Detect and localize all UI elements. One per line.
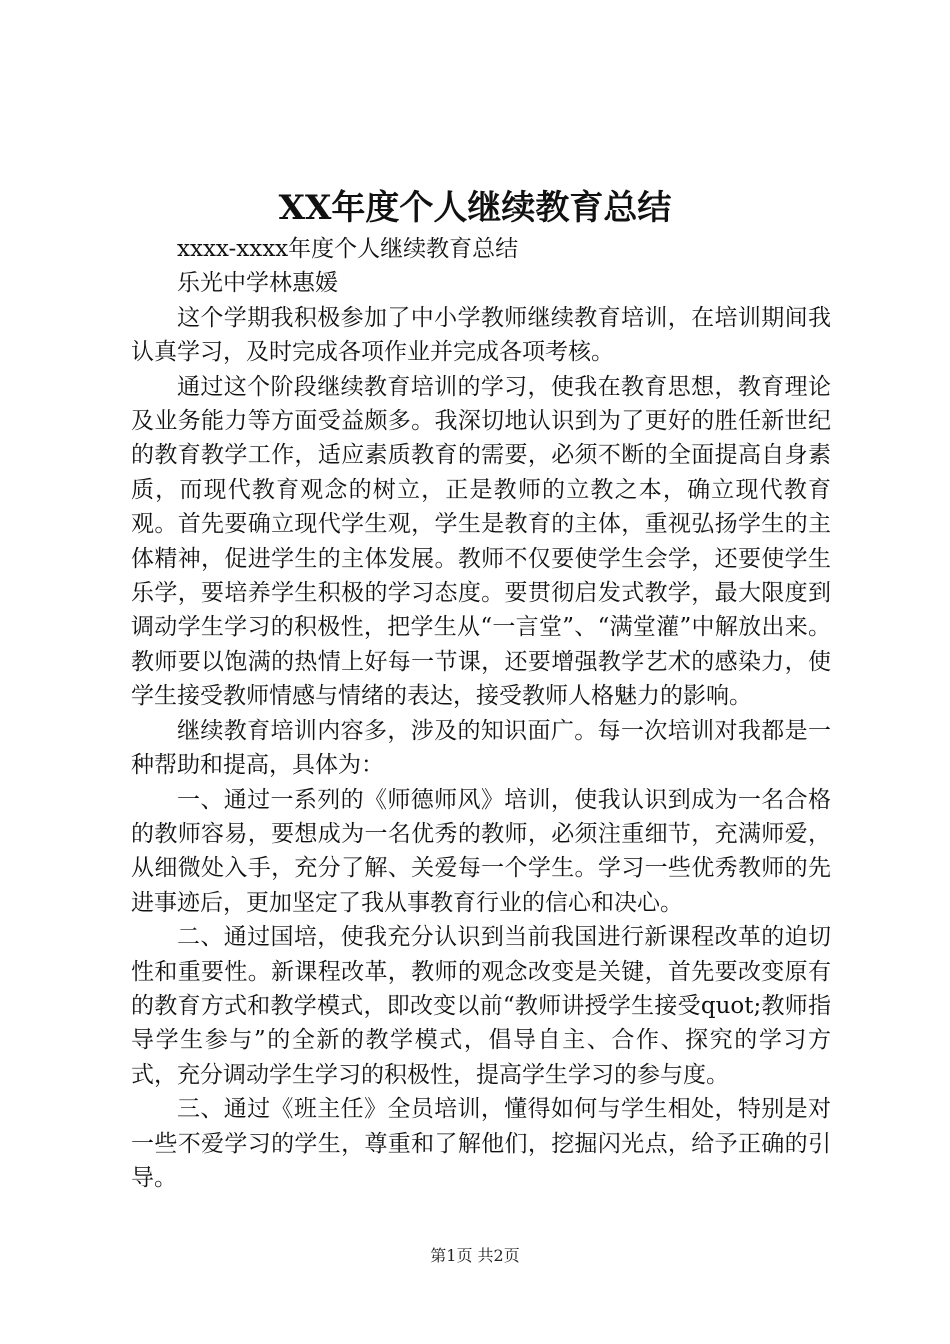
paragraph: 继续教育培训内容多，涉及的知识面广。每一次培训对我都是一种帮助和提高，具体为： [131,717,831,779]
document-title: XX年度个人继续教育总结 [278,188,672,228]
document-body [131,232,831,1195]
author-line: 乐光中学林惠媛 [177,270,338,297]
paragraph: 三、通过《班主任》全员培训，懂得如何与学生相处，特别是对一些不爱学习的学生，尊重和了解他们，挖掘闪光点，给予正确的引导。 [131,1096,831,1191]
paragraph: 这个学期我积极参加了中小学教师继续教育培训，在培训期间我认真学习，及时完成各项作业并完成各项考核。 [131,304,831,366]
paragraph: 一、通过一系列的《师德师风》培训，使我认识到成为一名合格的教师容易，要想成为一名优秀的教师，必须注重细节，充满师爱，从细微处入手，充分了解、关爱每一个学生。学习一些优秀教师的先进事迹后，更加坚定了我从事教育行业的信心和决心。 [131,786,831,916]
paragraph: 通过这个阶段继续教育培训的学习，使我在教育思想，教育理论及业务能力等方面受益颇多。我深切地认识到为了更好的胜任新世纪的教育教学工作，适应素质教育的需要，必须不断的全面提高自身素质，而现代教育观念的树立，正是教师的立教之本，确立现代教育观。首先要确立现代学生观，学生是教育的主体，重视弘扬学生的主体精神，促进学生的主体发展。教师不仅要使学生会学，还要使学生乐学，要培养学生积极的学习态度。要贯彻启发式教学，最大限度到调动学生学习的积极性，把学生从“一言堂”、“满堂灌”中解放出来。教师要以饱满的热情上好每一节课，还要增强教学艺术的感染力，使学生接受教师情感与情绪的表达，接受教师人格魅力的影响。 [131,373,831,710]
page-footer: 第1页 共2页 [430,1246,520,1265]
paragraph: 二、通过国培，使我充分认识到当前我国进行新课程改革的迫切性和重要性。新课程改革，教师的观念改变是关键，首先要改变原有的教育方式和教学模式，即改变以前“教师讲授学生接受quot;教师指导学生参与”的全新的教学模式，倡导自主、合作、探究的学习方式，充分调动学生学习的积极性，提高学生学习的参与度。 [131,924,831,1088]
subtitle-line: xxxx-xxxx年度个人继续教育总结 [177,236,519,262]
